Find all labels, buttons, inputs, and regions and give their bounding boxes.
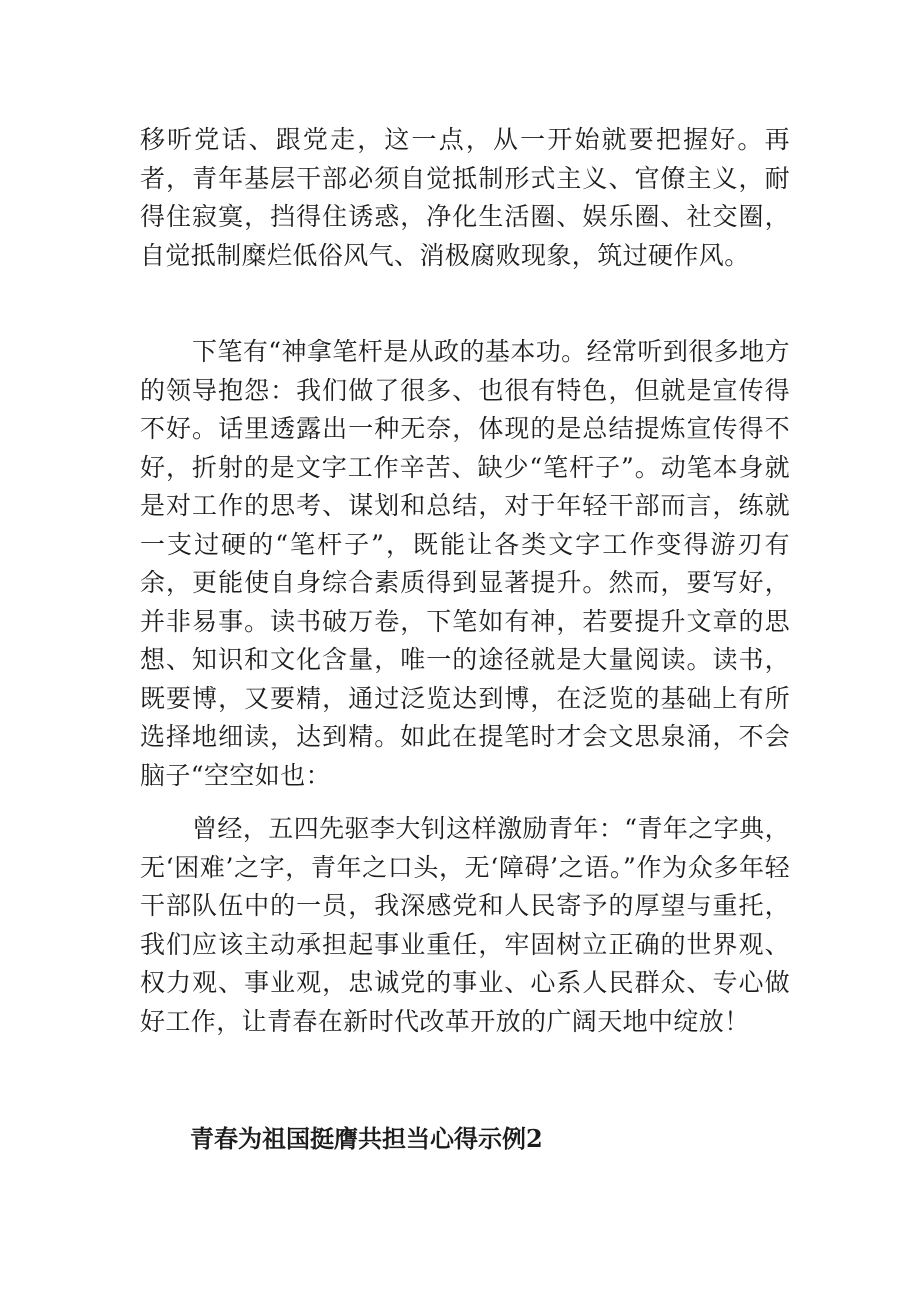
paragraph-writing-skill: 下笔有“神拿笔杆是从政的基本功。经常听到很多地方的领导抱怨：我们做了很多、也很有特色，但就是宣传得不好。话里透露出一种无奈，体现的是总结提炼宣传得不好，折射的是文字工作辛苦、缺少“笔杆子”。动笔本身就是对工作的思考、谋划和总结，对于年轻干部而言，练就一支过硬的“笔杆子”，既能让各类文字工作变得游刃有余，更能使自身综合素质得到显著提升。然而，要写好，并非易事。读书破万卷，下笔如有神，若要提升文章的思想、知识和文化含量，唯一的途径就是大量阅读。读书，既要博，又要精，通过泛览达到博，在泛览的基础上有所选择地细读，达到精。如此在提笔时才会文思泉涌，不会脑子“空空如也： [140,337,790,790]
paragraph-continuation: 移听党话、跟党走，这一点，从一开始就要把握好。再者，青年基层干部必须自觉抵制形式主义、官僚主义，耐得住寂寞，挡得住诱惑，净化生活圈、娱乐圈、社交圈，自觉抵制糜烂低俗风气、消极腐败现象，筑过硬作风。 [140,125,790,270]
paragraph-li-dazhao-quote: 曾经，五四先驱李大钊这样激励青年：“青年之字典，无‘困难’之字，青年之口头，无‘障碍’之语。”作为众多年轻干部队伍中的一员，我深感党和人民寄予的厚望与重托，我们应该主动承担起事业重任，牢固树立正确的世界观、权力观、事业观，忠诚党的事业、心系人民群众、专心做好工作，让青春在新时代改革开放的广阔天地中绽放！ [140,814,790,1036]
section-heading: 青春为祖国挺膺共担当心得示例2 [190,1124,543,1153]
